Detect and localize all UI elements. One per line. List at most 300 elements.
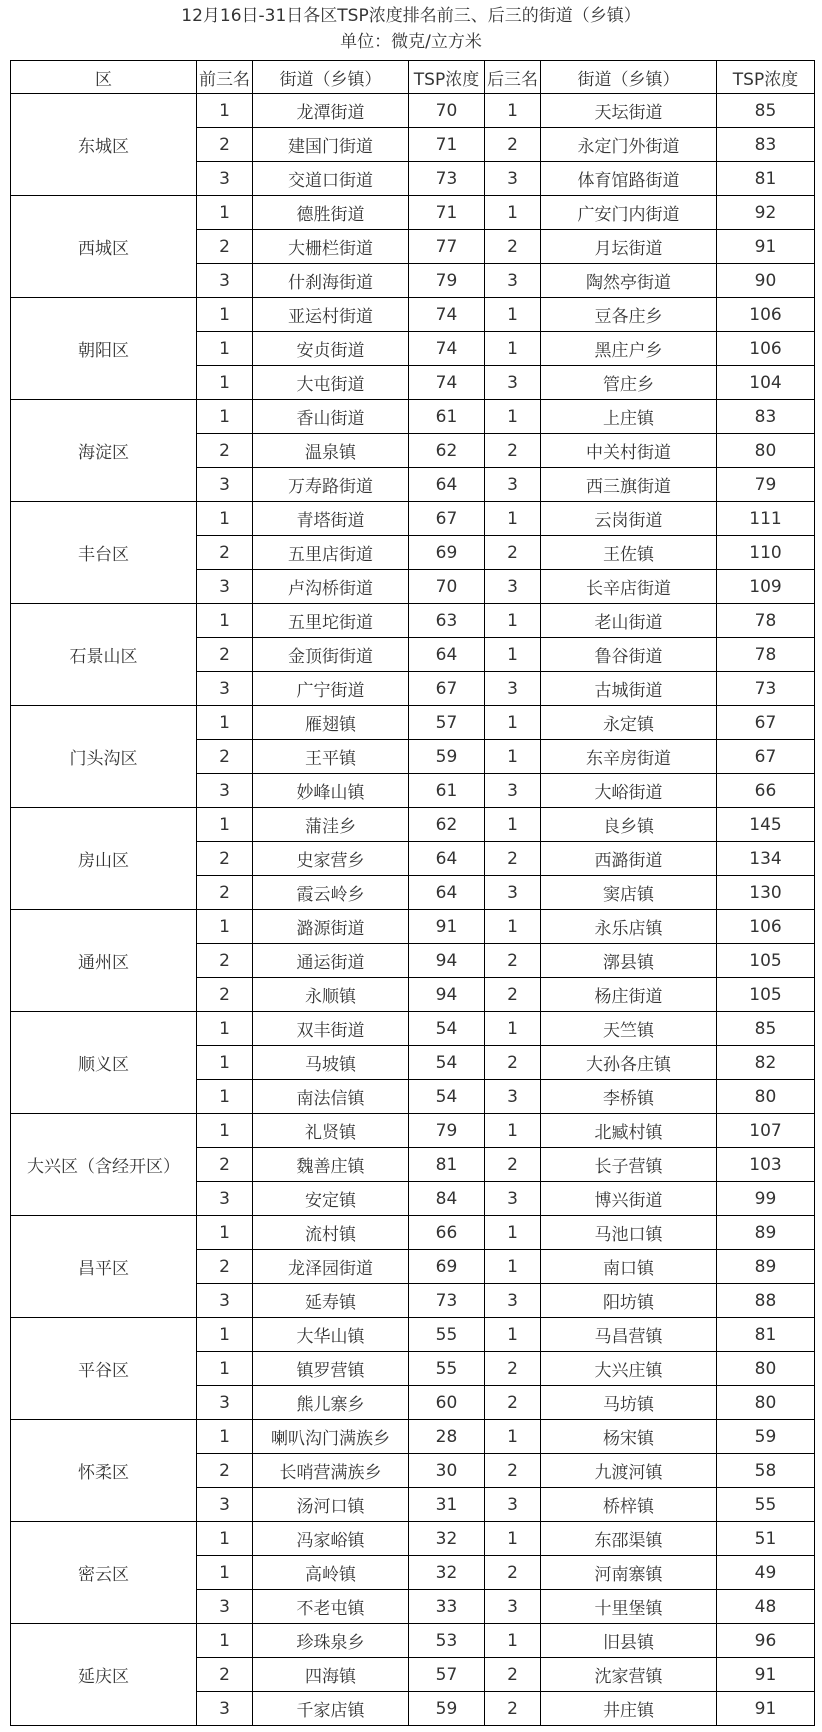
top-street-cell: 蒲洼乡	[253, 808, 409, 842]
bottom-rank-cell: 2	[485, 1352, 541, 1386]
top-tsp-cell: 74	[409, 332, 485, 366]
top-street-cell: 马坡镇	[253, 1046, 409, 1080]
top-tsp-cell: 79	[409, 264, 485, 298]
bottom-tsp-cell: 48	[717, 1590, 815, 1624]
bottom-rank-cell: 1	[485, 1318, 541, 1352]
district-cell: 石景山区	[11, 604, 197, 706]
top-rank-cell: 3	[197, 1590, 253, 1624]
bottom-rank-cell: 3	[485, 1182, 541, 1216]
table-row	[11, 808, 815, 842]
top-tsp-cell: 70	[409, 570, 485, 604]
bottom-street-cell: 马池口镇	[541, 1216, 717, 1250]
bottom-rank-cell: 3	[485, 1080, 541, 1114]
bottom-rank-cell: 1	[485, 1522, 541, 1556]
top-tsp-cell: 63	[409, 604, 485, 638]
top-tsp-cell: 69	[409, 536, 485, 570]
table-row	[11, 706, 815, 740]
top-rank-cell: 3	[197, 264, 253, 298]
bottom-street-cell: 西三旗街道	[541, 468, 717, 502]
header-bottom-tsp: TSP浓度	[717, 61, 815, 94]
bottom-rank-cell: 1	[485, 196, 541, 230]
top-rank-cell: 1	[197, 298, 253, 332]
top-street-cell: 什刹海街道	[253, 264, 409, 298]
top-tsp-cell: 74	[409, 366, 485, 400]
bottom-tsp-cell: 89	[717, 1216, 815, 1250]
top-street-cell: 香山街道	[253, 400, 409, 434]
header-top-street: 街道（乡镇）	[253, 61, 409, 94]
bottom-rank-cell: 3	[485, 366, 541, 400]
bottom-rank-cell: 1	[485, 706, 541, 740]
top-street-cell: 流村镇	[253, 1216, 409, 1250]
district-cell: 怀柔区	[11, 1420, 197, 1522]
top-street-cell: 高岭镇	[253, 1556, 409, 1590]
top-rank-cell: 1	[197, 366, 253, 400]
bottom-rank-cell: 1	[485, 1250, 541, 1284]
bottom-rank-cell: 2	[485, 842, 541, 876]
table-row	[11, 502, 815, 536]
top-rank-cell: 2	[197, 1658, 253, 1692]
table-row	[11, 196, 815, 230]
top-rank-cell: 1	[197, 604, 253, 638]
top-tsp-cell: 60	[409, 1386, 485, 1420]
bottom-tsp-cell: 91	[717, 1658, 815, 1692]
top-tsp-cell: 81	[409, 1148, 485, 1182]
header-district: 区	[11, 61, 197, 94]
top-rank-cell: 1	[197, 1046, 253, 1080]
district-cell: 昌平区	[11, 1216, 197, 1318]
top-rank-cell: 2	[197, 978, 253, 1012]
top-tsp-cell: 55	[409, 1318, 485, 1352]
bottom-rank-cell: 2	[485, 1386, 541, 1420]
bottom-street-cell: 十里堡镇	[541, 1590, 717, 1624]
top-street-cell: 卢沟桥街道	[253, 570, 409, 604]
top-tsp-cell: 71	[409, 128, 485, 162]
top-rank-cell: 1	[197, 706, 253, 740]
bottom-rank-cell: 2	[485, 434, 541, 468]
top-tsp-cell: 69	[409, 1250, 485, 1284]
top-rank-cell: 1	[197, 1352, 253, 1386]
bottom-street-cell: 杨宋镇	[541, 1420, 717, 1454]
bottom-street-cell: 东邵渠镇	[541, 1522, 717, 1556]
bottom-tsp-cell: 78	[717, 638, 815, 672]
top-rank-cell: 1	[197, 1522, 253, 1556]
bottom-tsp-cell: 78	[717, 604, 815, 638]
bottom-rank-cell: 2	[485, 536, 541, 570]
top-rank-cell: 3	[197, 468, 253, 502]
bottom-tsp-cell: 73	[717, 672, 815, 706]
bottom-tsp-cell: 67	[717, 740, 815, 774]
bottom-rank-cell: 1	[485, 1624, 541, 1658]
top-street-cell: 熊儿寨乡	[253, 1386, 409, 1420]
top-tsp-cell: 91	[409, 910, 485, 944]
top-street-cell: 永顺镇	[253, 978, 409, 1012]
bottom-tsp-cell: 79	[717, 468, 815, 502]
bottom-rank-cell: 1	[485, 94, 541, 128]
bottom-rank-cell: 1	[485, 638, 541, 672]
top-rank-cell: 1	[197, 1080, 253, 1114]
top-tsp-cell: 62	[409, 808, 485, 842]
bottom-street-cell: 漷县镇	[541, 944, 717, 978]
top-street-cell: 礼贤镇	[253, 1114, 409, 1148]
top-tsp-cell: 57	[409, 706, 485, 740]
top-rank-cell: 1	[197, 1420, 253, 1454]
tsp-ranking-table	[10, 60, 815, 1726]
bottom-street-cell: 永定镇	[541, 706, 717, 740]
bottom-tsp-cell: 99	[717, 1182, 815, 1216]
table-row	[11, 1216, 815, 1250]
bottom-rank-cell: 2	[485, 1148, 541, 1182]
bottom-rank-cell: 2	[485, 944, 541, 978]
bottom-street-cell: 体育馆路街道	[541, 162, 717, 196]
table-row	[11, 1318, 815, 1352]
top-street-cell: 温泉镇	[253, 434, 409, 468]
table-row	[11, 1522, 815, 1556]
top-tsp-cell: 61	[409, 774, 485, 808]
top-street-cell: 大屯街道	[253, 366, 409, 400]
top-rank-cell: 2	[197, 1250, 253, 1284]
top-rank-cell: 1	[197, 910, 253, 944]
top-tsp-cell: 64	[409, 842, 485, 876]
top-tsp-cell: 61	[409, 400, 485, 434]
top-rank-cell: 1	[197, 94, 253, 128]
bottom-street-cell: 老山街道	[541, 604, 717, 638]
top-street-cell: 五里店街道	[253, 536, 409, 570]
bottom-tsp-cell: 81	[717, 162, 815, 196]
top-tsp-cell: 62	[409, 434, 485, 468]
top-tsp-cell: 84	[409, 1182, 485, 1216]
bottom-street-cell: 鲁谷街道	[541, 638, 717, 672]
top-tsp-cell: 66	[409, 1216, 485, 1250]
bottom-street-cell: 马坊镇	[541, 1386, 717, 1420]
bottom-rank-cell: 1	[485, 910, 541, 944]
header-bottom-street: 街道（乡镇）	[541, 61, 717, 94]
top-street-cell: 史家营乡	[253, 842, 409, 876]
bottom-rank-cell: 3	[485, 774, 541, 808]
bottom-tsp-cell: 92	[717, 196, 815, 230]
top-street-cell: 延寿镇	[253, 1284, 409, 1318]
top-tsp-cell: 64	[409, 468, 485, 502]
top-street-cell: 潞源街道	[253, 910, 409, 944]
top-street-cell: 珍珠泉乡	[253, 1624, 409, 1658]
top-street-cell: 冯家峪镇	[253, 1522, 409, 1556]
top-street-cell: 龙潭街道	[253, 94, 409, 128]
top-tsp-cell: 55	[409, 1352, 485, 1386]
bottom-tsp-cell: 90	[717, 264, 815, 298]
bottom-tsp-cell: 111	[717, 502, 815, 536]
bottom-tsp-cell: 67	[717, 706, 815, 740]
bottom-street-cell: 永乐店镇	[541, 910, 717, 944]
top-tsp-cell: 54	[409, 1012, 485, 1046]
table-row	[11, 1012, 815, 1046]
table-row	[11, 910, 815, 944]
bottom-street-cell: 广安门内街道	[541, 196, 717, 230]
top-tsp-cell: 70	[409, 94, 485, 128]
top-rank-cell: 1	[197, 332, 253, 366]
top-street-cell: 魏善庄镇	[253, 1148, 409, 1182]
top-tsp-cell: 67	[409, 672, 485, 706]
top-rank-cell: 3	[197, 1386, 253, 1420]
bottom-street-cell: 桥梓镇	[541, 1488, 717, 1522]
bottom-street-cell: 窦店镇	[541, 876, 717, 910]
top-street-cell: 汤河口镇	[253, 1488, 409, 1522]
bottom-street-cell: 大峪街道	[541, 774, 717, 808]
bottom-rank-cell: 2	[485, 1692, 541, 1726]
district-cell: 平谷区	[11, 1318, 197, 1420]
bottom-street-cell: 河南寨镇	[541, 1556, 717, 1590]
bottom-tsp-cell: 130	[717, 876, 815, 910]
bottom-street-cell: 管庄乡	[541, 366, 717, 400]
bottom-rank-cell: 2	[485, 1658, 541, 1692]
bottom-tsp-cell: 83	[717, 400, 815, 434]
top-street-cell: 不老屯镇	[253, 1590, 409, 1624]
top-tsp-cell: 54	[409, 1046, 485, 1080]
bottom-tsp-cell: 103	[717, 1148, 815, 1182]
top-street-cell: 交道口街道	[253, 162, 409, 196]
top-street-cell: 长哨营满族乡	[253, 1454, 409, 1488]
bottom-street-cell: 王佐镇	[541, 536, 717, 570]
top-tsp-cell: 73	[409, 1284, 485, 1318]
bottom-rank-cell: 2	[485, 1454, 541, 1488]
district-cell: 西城区	[11, 196, 197, 298]
district-cell: 门头沟区	[11, 706, 197, 808]
top-street-cell: 万寿路街道	[253, 468, 409, 502]
top-tsp-cell: 74	[409, 298, 485, 332]
bottom-street-cell: 月坛街道	[541, 230, 717, 264]
bottom-street-cell: 大孙各庄镇	[541, 1046, 717, 1080]
bottom-rank-cell: 3	[485, 570, 541, 604]
bottom-rank-cell: 3	[485, 1284, 541, 1318]
header-top-tsp: TSP浓度	[409, 61, 485, 94]
bottom-tsp-cell: 80	[717, 1080, 815, 1114]
bottom-tsp-cell: 49	[717, 1556, 815, 1590]
header-bottom-rank: 后三名	[485, 61, 541, 94]
bottom-rank-cell: 2	[485, 230, 541, 264]
top-tsp-cell: 67	[409, 502, 485, 536]
top-tsp-cell: 77	[409, 230, 485, 264]
bottom-tsp-cell: 81	[717, 1318, 815, 1352]
bottom-street-cell: 西潞街道	[541, 842, 717, 876]
bottom-rank-cell: 2	[485, 1556, 541, 1590]
top-tsp-cell: 28	[409, 1420, 485, 1454]
bottom-rank-cell: 3	[485, 264, 541, 298]
top-rank-cell: 3	[197, 1284, 253, 1318]
bottom-tsp-cell: 80	[717, 1352, 815, 1386]
bottom-rank-cell: 3	[485, 1590, 541, 1624]
bottom-tsp-cell: 80	[717, 434, 815, 468]
top-rank-cell: 1	[197, 1556, 253, 1590]
table-row	[11, 1114, 815, 1148]
top-street-cell: 大华山镇	[253, 1318, 409, 1352]
top-rank-cell: 2	[197, 536, 253, 570]
district-cell: 延庆区	[11, 1624, 197, 1726]
table-row	[11, 1420, 815, 1454]
bottom-street-cell: 长辛店街道	[541, 570, 717, 604]
bottom-tsp-cell: 104	[717, 366, 815, 400]
bottom-rank-cell: 1	[485, 400, 541, 434]
bottom-tsp-cell: 91	[717, 1692, 815, 1726]
bottom-tsp-cell: 83	[717, 128, 815, 162]
bottom-rank-cell: 3	[485, 1488, 541, 1522]
top-street-cell: 王平镇	[253, 740, 409, 774]
bottom-tsp-cell: 107	[717, 1114, 815, 1148]
top-street-cell: 安定镇	[253, 1182, 409, 1216]
header-row	[11, 61, 815, 94]
bottom-street-cell: 天坛街道	[541, 94, 717, 128]
top-rank-cell: 1	[197, 1318, 253, 1352]
district-cell: 海淀区	[11, 400, 197, 502]
bottom-rank-cell: 3	[485, 672, 541, 706]
top-tsp-cell: 64	[409, 876, 485, 910]
top-street-cell: 千家店镇	[253, 1692, 409, 1726]
top-street-cell: 大栅栏街道	[253, 230, 409, 264]
top-street-cell: 安贞街道	[253, 332, 409, 366]
top-tsp-cell: 53	[409, 1624, 485, 1658]
top-tsp-cell: 31	[409, 1488, 485, 1522]
top-tsp-cell: 94	[409, 978, 485, 1012]
top-rank-cell: 3	[197, 672, 253, 706]
bottom-street-cell: 李桥镇	[541, 1080, 717, 1114]
top-street-cell: 霞云岭乡	[253, 876, 409, 910]
bottom-street-cell: 黑庄户乡	[541, 332, 717, 366]
bottom-tsp-cell: 59	[717, 1420, 815, 1454]
district-cell: 房山区	[11, 808, 197, 910]
table-row	[11, 94, 815, 128]
bottom-rank-cell: 1	[485, 740, 541, 774]
bottom-tsp-cell: 80	[717, 1386, 815, 1420]
bottom-rank-cell: 1	[485, 808, 541, 842]
bottom-rank-cell: 3	[485, 876, 541, 910]
bottom-street-cell: 博兴街道	[541, 1182, 717, 1216]
bottom-street-cell: 良乡镇	[541, 808, 717, 842]
district-cell: 大兴区（含经开区）	[11, 1114, 197, 1216]
bottom-street-cell: 云岗街道	[541, 502, 717, 536]
bottom-street-cell: 长子营镇	[541, 1148, 717, 1182]
district-cell: 顺义区	[11, 1012, 197, 1114]
bottom-tsp-cell: 91	[717, 230, 815, 264]
table-row	[11, 1624, 815, 1658]
top-rank-cell: 1	[197, 1012, 253, 1046]
bottom-tsp-cell: 106	[717, 332, 815, 366]
bottom-street-cell: 杨庄街道	[541, 978, 717, 1012]
top-street-cell: 南法信镇	[253, 1080, 409, 1114]
top-rank-cell: 2	[197, 842, 253, 876]
bottom-rank-cell: 3	[485, 468, 541, 502]
bottom-rank-cell: 1	[485, 502, 541, 536]
top-rank-cell: 1	[197, 1624, 253, 1658]
table-row	[11, 604, 815, 638]
top-rank-cell: 3	[197, 1488, 253, 1522]
top-rank-cell: 1	[197, 196, 253, 230]
top-tsp-cell: 32	[409, 1522, 485, 1556]
bottom-rank-cell: 1	[485, 1114, 541, 1148]
bottom-tsp-cell: 88	[717, 1284, 815, 1318]
top-street-cell: 亚运村街道	[253, 298, 409, 332]
top-tsp-cell: 64	[409, 638, 485, 672]
top-street-cell: 广宁街道	[253, 672, 409, 706]
district-cell: 朝阳区	[11, 298, 197, 400]
top-rank-cell: 3	[197, 1182, 253, 1216]
top-rank-cell: 2	[197, 740, 253, 774]
bottom-rank-cell: 2	[485, 1046, 541, 1080]
bottom-tsp-cell: 106	[717, 910, 815, 944]
bottom-tsp-cell: 89	[717, 1250, 815, 1284]
bottom-street-cell: 沈家营镇	[541, 1658, 717, 1692]
bottom-street-cell: 南口镇	[541, 1250, 717, 1284]
bottom-street-cell: 马昌营镇	[541, 1318, 717, 1352]
top-tsp-cell: 32	[409, 1556, 485, 1590]
table-title: 12月16日-31日各区TSP浓度排名前三、后三的街道（乡镇）	[181, 6, 641, 26]
bottom-street-cell: 九渡河镇	[541, 1454, 717, 1488]
top-rank-cell: 1	[197, 808, 253, 842]
header-top-rank: 前三名	[197, 61, 253, 94]
bottom-street-cell: 中关村街道	[541, 434, 717, 468]
top-street-cell: 通运街道	[253, 944, 409, 978]
top-street-cell: 龙泽园街道	[253, 1250, 409, 1284]
district-cell: 东城区	[11, 94, 197, 196]
top-rank-cell: 2	[197, 638, 253, 672]
top-street-cell: 镇罗营镇	[253, 1352, 409, 1386]
bottom-street-cell: 陶然亭街道	[541, 264, 717, 298]
bottom-tsp-cell: 82	[717, 1046, 815, 1080]
bottom-street-cell: 旧县镇	[541, 1624, 717, 1658]
top-rank-cell: 2	[197, 944, 253, 978]
bottom-rank-cell: 1	[485, 1012, 541, 1046]
top-street-cell: 四海镇	[253, 1658, 409, 1692]
bottom-tsp-cell: 58	[717, 1454, 815, 1488]
bottom-tsp-cell: 96	[717, 1624, 815, 1658]
district-cell: 通州区	[11, 910, 197, 1012]
top-rank-cell: 1	[197, 1114, 253, 1148]
bottom-street-cell: 豆各庄乡	[541, 298, 717, 332]
bottom-street-cell: 北臧村镇	[541, 1114, 717, 1148]
top-tsp-cell: 30	[409, 1454, 485, 1488]
bottom-rank-cell: 2	[485, 128, 541, 162]
bottom-tsp-cell: 106	[717, 298, 815, 332]
bottom-street-cell: 大兴庄镇	[541, 1352, 717, 1386]
top-street-cell: 建国门街道	[253, 128, 409, 162]
top-tsp-cell: 57	[409, 1658, 485, 1692]
bottom-street-cell: 古城街道	[541, 672, 717, 706]
top-rank-cell: 2	[197, 128, 253, 162]
district-cell: 丰台区	[11, 502, 197, 604]
table-body	[11, 94, 815, 1726]
bottom-tsp-cell: 55	[717, 1488, 815, 1522]
top-rank-cell: 3	[197, 1692, 253, 1726]
top-tsp-cell: 54	[409, 1080, 485, 1114]
bottom-tsp-cell: 110	[717, 536, 815, 570]
top-rank-cell: 2	[197, 1454, 253, 1488]
bottom-street-cell: 上庄镇	[541, 400, 717, 434]
unit-label: 单位：微克/立方米	[340, 32, 482, 52]
bottom-rank-cell: 1	[485, 604, 541, 638]
top-street-cell: 五里坨街道	[253, 604, 409, 638]
district-cell: 密云区	[11, 1522, 197, 1624]
top-street-cell: 青塔街道	[253, 502, 409, 536]
table-row	[11, 298, 815, 332]
top-rank-cell: 2	[197, 1148, 253, 1182]
top-street-cell: 金顶街街道	[253, 638, 409, 672]
top-rank-cell: 1	[197, 502, 253, 536]
top-street-cell: 雁翅镇	[253, 706, 409, 740]
top-street-cell: 妙峰山镇	[253, 774, 409, 808]
bottom-tsp-cell: 134	[717, 842, 815, 876]
top-rank-cell: 3	[197, 570, 253, 604]
top-tsp-cell: 59	[409, 740, 485, 774]
top-rank-cell: 1	[197, 400, 253, 434]
top-tsp-cell: 94	[409, 944, 485, 978]
top-rank-cell: 1	[197, 1216, 253, 1250]
top-street-cell: 双丰街道	[253, 1012, 409, 1046]
